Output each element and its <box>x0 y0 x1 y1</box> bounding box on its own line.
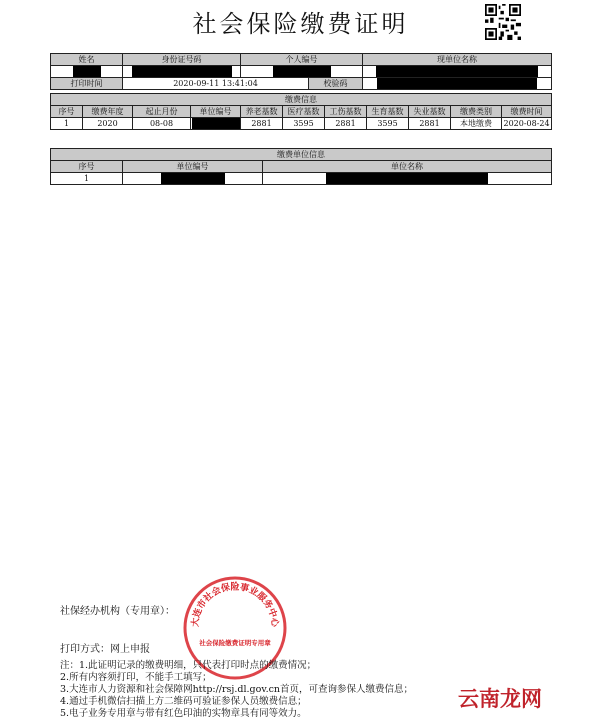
col-category: 缴费类别 <box>451 106 502 118</box>
personal-no-header: 个人编号 <box>241 54 363 66</box>
print-method: 打印方式：网上申报 <box>60 644 150 655</box>
seal-center-text: 社会保险缴费证明专用章 <box>199 639 271 647</box>
unit-row-name <box>263 173 552 185</box>
col-unit-no: 单位编号 <box>191 106 241 118</box>
agency-seal-label: 社保经办机构（专用章）： <box>60 606 175 617</box>
verify-code-value <box>363 78 552 90</box>
seal-top-text: 大连市社会保险事业服务中心 <box>190 582 280 628</box>
document-title: 社会保险缴费证明 <box>192 10 409 38</box>
row-medical: 3595 <box>283 118 325 130</box>
unit-col-name: 单位名称 <box>263 161 552 173</box>
verify-code-label: 校验码 <box>309 78 363 90</box>
col-months: 起止月份 <box>133 106 191 118</box>
row-category: 本地缴费 <box>451 118 502 130</box>
row-months: 08-08 <box>133 118 191 130</box>
payment-info-table <box>50 93 552 130</box>
col-injury: 工伤基数 <box>325 106 367 118</box>
note-line: 注：1.此证明记录的缴费明细，只代表打印时点的缴费情况； <box>60 660 317 671</box>
row-unit-no <box>191 118 241 130</box>
row-pension: 2881 <box>241 118 283 130</box>
row-year: 2020 <box>83 118 133 130</box>
row-injury: 2881 <box>325 118 367 130</box>
personal-no-value <box>241 66 363 78</box>
unit-name-header: 现单位名称 <box>363 54 552 66</box>
note-line: 4.通过手机微信扫描上方二维码可验证参保人员缴费信息； <box>60 696 307 707</box>
row-maternity: 3595 <box>367 118 409 130</box>
col-seq: 序号 <box>51 106 83 118</box>
unit-col-seq: 序号 <box>51 161 123 173</box>
name-header: 姓名 <box>51 54 123 66</box>
print-time-label: 打印时间 <box>51 78 123 90</box>
unit-section-title: 缴费单位信息 <box>51 149 552 161</box>
row-seq: 1 <box>51 118 83 130</box>
unit-col-no: 单位编号 <box>123 161 263 173</box>
unit-name-value <box>363 66 552 78</box>
table-row <box>51 118 552 130</box>
col-medical: 医疗基数 <box>283 106 325 118</box>
name-value <box>51 66 123 78</box>
note-line: 5.电子业务专用章与带有红色印油的实物章具有同等效力。 <box>60 708 307 719</box>
watermark: 云南龙网 <box>452 683 548 711</box>
id-number-header: 身份证号码 <box>123 54 241 66</box>
row-unemployment: 2881 <box>409 118 451 130</box>
qr-code <box>482 4 524 40</box>
id-number-value <box>123 66 241 78</box>
payment-column-headers <box>51 106 552 118</box>
col-pension: 养老基数 <box>241 106 283 118</box>
payment-section-title: 缴费信息 <box>51 94 552 106</box>
unit-row-no <box>123 173 263 185</box>
col-unemployment: 失业基数 <box>409 106 451 118</box>
print-time-value: 2020-09-11 13:41:04 <box>123 78 309 90</box>
note-line: 3.大连市人力资源和社会保障网http://rsj.dl.gov.cn首页，可查询参保人缴费信息； <box>60 684 414 695</box>
table-row <box>51 173 552 185</box>
col-year: 缴费年度 <box>83 106 133 118</box>
col-date: 缴费时间 <box>502 106 552 118</box>
notes-block <box>60 660 413 720</box>
note-line: 2.所有内容须打印，不能手工填写； <box>60 672 212 683</box>
col-maternity: 生育基数 <box>367 106 409 118</box>
unit-row-seq: 1 <box>51 173 123 185</box>
personal-info-table <box>50 53 552 90</box>
row-date: 2020-08-24 <box>503 119 550 128</box>
unit-info-table <box>50 148 552 185</box>
svg-text:大连市社会保险事业服务中心 <box>189 580 282 628</box>
